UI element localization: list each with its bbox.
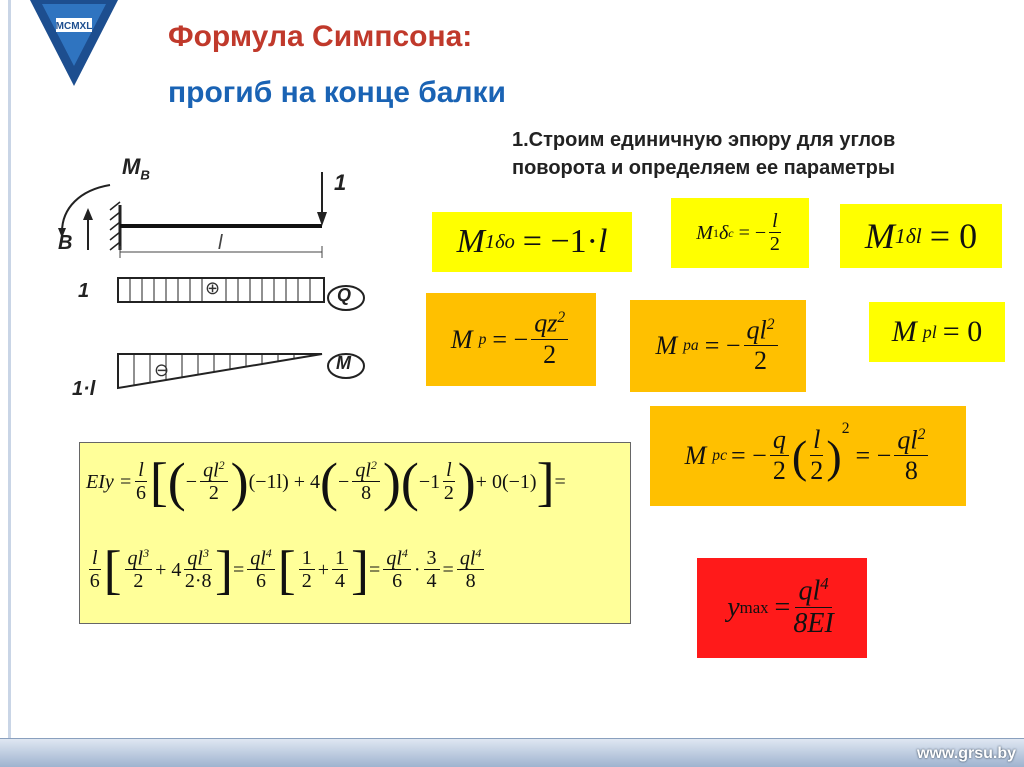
step-line-1: 1.Строим единичную эпюру для углов (512, 129, 896, 151)
fraction: $\frac{ql^2}{8}$ (894, 426, 928, 486)
page-subtitle: прогиб на конце балки (168, 76, 506, 109)
left-border-line (8, 0, 11, 739)
reaction-label: B (58, 232, 73, 254)
formula-mpa: M pa = − $\frac{ql^2}{2}$ (630, 300, 806, 392)
fraction: $\frac{ql^2}{8}$ (352, 459, 380, 506)
q-tag: Q (337, 285, 352, 305)
formula-m1-delta-c: M 1 δ c = − $\frac{l}{2}$ (671, 198, 809, 268)
fraction: $\frac{ql^4}{6}$ (247, 547, 275, 594)
fraction: $\frac{ql^3}{2}$ (125, 547, 153, 594)
formula-mpc: M pc = − $\frac{q}{2}$ ( $\frac{l}{2}$ ) $^2$ = − $\frac{ql^2}{8}$ (650, 406, 966, 506)
fraction: $\frac{l}{6}$ (136, 459, 147, 504)
page-title: Формула Симпсона: (168, 20, 473, 53)
force-label: 1 (334, 170, 347, 195)
fraction: $\frac{ql^2}{2}$ (744, 316, 778, 376)
step-text (512, 126, 895, 182)
main-formula-line-1: EIy = $\frac{l}{6}$ [ ( − $\frac{ql^2}{2}$ ) (−1l) + 4 ( − $\frac{ql^2}{8}$ ) ( −1 $\frac{l}{2}$ ) + 0(−1) ] = (86, 452, 566, 512)
fraction: $\frac{ql^2}{2}$ (200, 459, 228, 506)
fraction: $\frac{1}{4}$ (332, 547, 348, 593)
formula-mp: M p = − $\frac{qz^2}{2}$ (426, 293, 596, 386)
fraction: $\frac{1}{2}$ (299, 547, 315, 593)
fraction: $\frac{l}{2}$ (810, 425, 824, 485)
formula-mpl: M pl = 0 (869, 302, 1005, 362)
minus-sign: ⊖ (154, 360, 170, 380)
step-line-2: поворота и определяем ее параметры (512, 157, 895, 179)
main-formula-line-2: $\frac{l}{6}$ [ $\frac{ql^3}{2}$ + 4 $\frac{ql^3}{2\cdot 8}$ ] = $\frac{ql^4}{6}$ [ $\frac{1}{2}$ + $\frac{1}{4}$ ] = $\frac{ql^4}{6}$ · $\frac{3}{4}$ = $\frac{ql^4}{8}$ (86, 543, 487, 597)
formula-m1-delta-l: M 1δl = 0 (840, 204, 1002, 268)
logo-text: MCMXL (55, 21, 93, 32)
fraction: $\frac{l}{2}$ (769, 210, 780, 255)
length-label: l (218, 232, 223, 254)
q-row-label: 1 (78, 280, 90, 302)
fraction: $\frac{qz^2}{2}$ (531, 309, 568, 369)
footer-url[interactable]: www.grsu.by (917, 745, 1016, 762)
m-tag: M (336, 353, 351, 373)
fraction: $\frac{l}{2}$ (443, 459, 454, 504)
fraction: $\frac{3}{4}$ (424, 547, 440, 593)
moment-label: $M_B$ (122, 154, 150, 183)
footer-bar (0, 738, 1024, 767)
fraction: $\frac{ql^4}{8}$ (457, 547, 485, 594)
beam-diagram (50, 150, 380, 410)
fraction: $\frac{ql^4}{8EI}$ (793, 574, 834, 640)
formula-ymax: y max = $\frac{ql^4}{8EI}$ (697, 558, 867, 658)
m-row-label: 1·l (72, 378, 96, 400)
main-formula-box (79, 442, 631, 624)
fraction: $\frac{l}{6}$ (89, 547, 100, 592)
university-logo (22, 0, 122, 92)
formula-m1-delta-o: M 1δo = −1· l (432, 212, 632, 272)
fraction: $\frac{ql^3}{2\cdot 8}$ (184, 545, 212, 593)
plus-sign: ⊕ (205, 278, 221, 298)
fraction: $\frac{ql^4}{6}$ (383, 547, 411, 594)
fraction: $\frac{q}{2}$ (770, 426, 789, 485)
